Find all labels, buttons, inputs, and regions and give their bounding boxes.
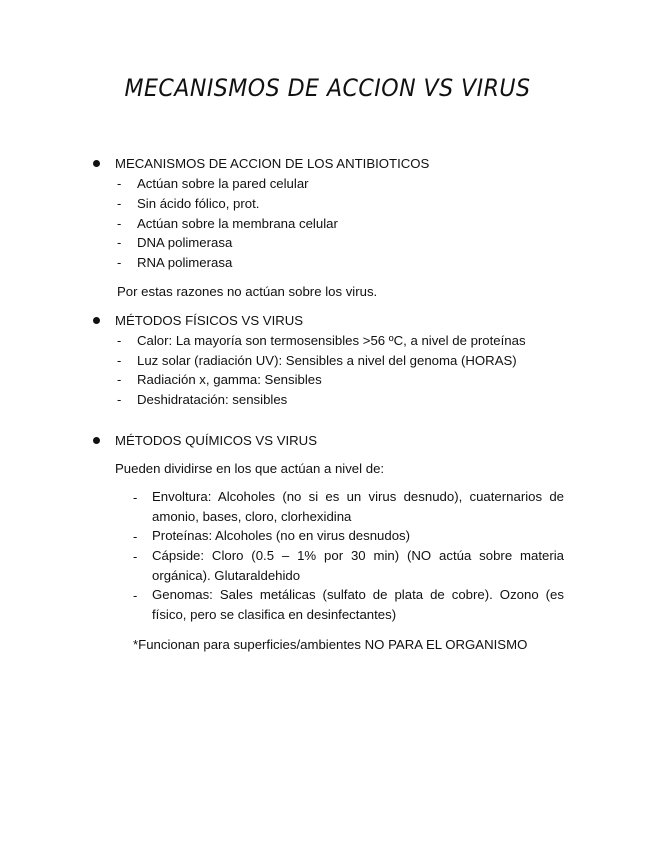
list-item: Luz solar (radiación UV): Sensibles a nivel del genoma (HORAS) xyxy=(137,353,517,368)
footnote: *Funcionan para superficies/ambientes NO PARA EL ORGANISMO xyxy=(133,637,528,652)
dash-icon: - xyxy=(117,216,122,231)
list-item: Actúan sobre la pared celular xyxy=(137,176,309,191)
list-item: Sin ácido fólico, prot. xyxy=(137,196,260,211)
bullet-icon xyxy=(93,437,100,444)
dash-icon: - xyxy=(133,549,138,564)
section-note: Por estas razones no actúan sobre los virus. xyxy=(117,284,378,299)
list-item: DNA polimerasa xyxy=(137,235,233,250)
dash-icon: - xyxy=(117,353,122,368)
list-item: Cápside: Cloro (0.5 – 1% por 30 min) (NO actúa sobre materia orgánica). Glutaraldehido xyxy=(152,548,564,583)
dash-icon: - xyxy=(117,255,122,270)
section-heading-chemical: MÉTODOS QUÍMICOS VS VIRUS xyxy=(115,433,317,448)
list-item: Envoltura: Alcoholes (no si es un virus desnudo), cuaternarios de amonio, bases, cloro, clorhexidina xyxy=(152,489,564,524)
dash-icon: - xyxy=(117,235,122,250)
section-heading-physical: MÉTODOS FÍSICOS VS VIRUS xyxy=(115,313,304,328)
bullet-icon xyxy=(93,317,100,324)
dash-icon: - xyxy=(117,372,122,387)
dash-icon: - xyxy=(133,490,138,505)
list-item: Calor: La mayoría son termosensibles >56 ºC, a nivel de proteínas xyxy=(137,333,526,348)
list-item: RNA polimerasa xyxy=(137,255,233,270)
list-item: Actúan sobre la membrana celular xyxy=(137,216,338,231)
dash-icon: - xyxy=(117,176,122,191)
list-item: Radiación x, gamma: Sensibles xyxy=(137,372,322,387)
list-item: Deshidratación: sensibles xyxy=(137,392,288,407)
section-intro: Pueden dividirse en los que actúan a nivel de: xyxy=(115,461,385,476)
dash-icon: - xyxy=(117,196,122,211)
page-title: MECANISMOS DE ACCION VS VIRUS xyxy=(124,74,531,102)
list-item: Proteínas: Alcoholes (no en virus desnudos) xyxy=(152,528,411,543)
dash-icon: - xyxy=(117,333,122,348)
section-heading-antibiotics: MECANISMOS DE ACCION DE LOS ANTIBIOTICOS xyxy=(115,156,430,171)
list-item: Genomas: Sales metálicas (sulfato de plata de cobre). Ozono (es físico, pero se clasifica en desinfectantes) xyxy=(152,587,564,622)
dash-icon: - xyxy=(117,392,122,407)
dash-icon: - xyxy=(133,588,138,603)
dash-icon: - xyxy=(133,529,138,544)
bullet-icon xyxy=(93,160,100,167)
